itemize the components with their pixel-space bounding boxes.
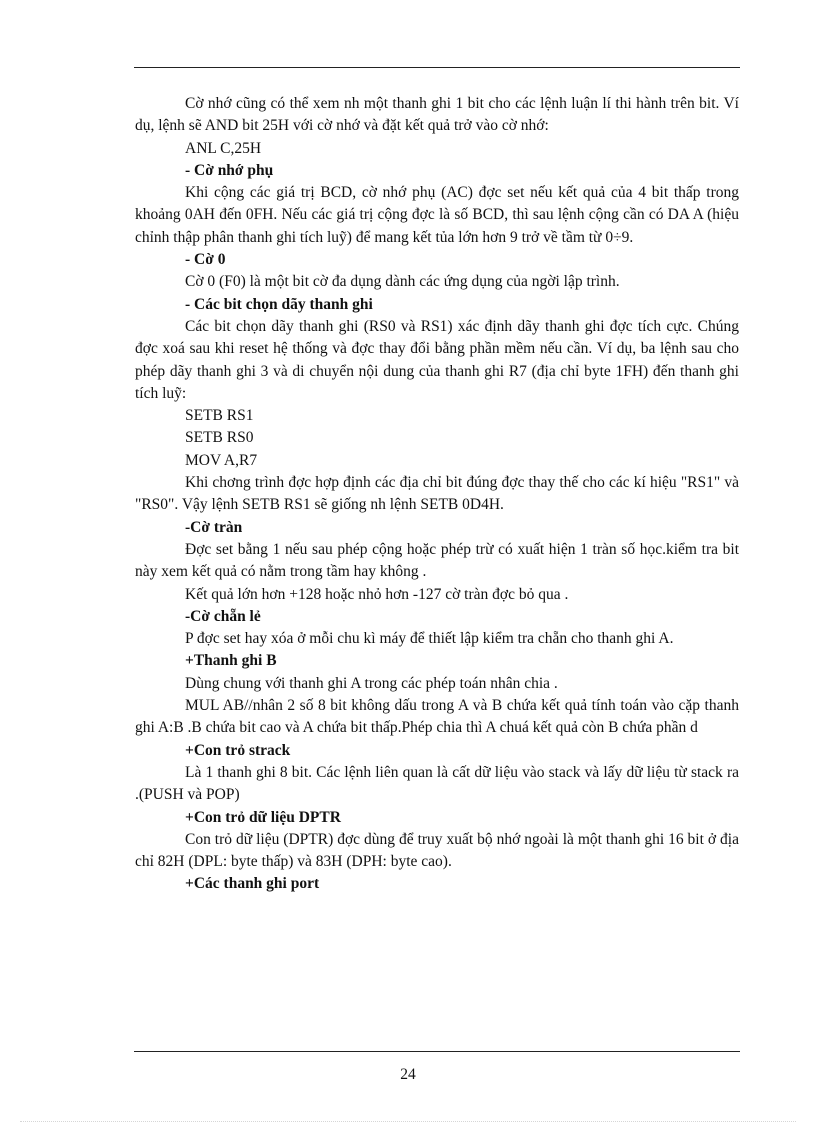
paragraph-parity-flag: P đợc set hay xóa ở mỗi chu kì máy để thiết lập kiểm tra chẵn cho thanh ghi A. xyxy=(185,630,674,648)
paragraph-flag-0: Cờ 0 (F0) là một bit cờ đa dụng dành các ứng dụng của ngời lập trình. xyxy=(185,273,620,291)
code-line-mov: MOV A,R7 xyxy=(185,451,258,469)
heading-register-bank-select: - Các bit chọn dãy thanh ghi xyxy=(185,295,373,313)
paragraph-register-bank-select: Các bit chọn dãy thanh ghi (RS0 và RS1) xác định dãy thanh ghi đợc tích cực. Chúng đợc xoá sau khi reset hệ thống và đợc thay đổi bằng phần mềm nếu cần. Ví dụ, ba lệnh sau cho phép dãy thanh ghi 3 và di chuyển nội dung của thanh ghi R7 (địa chỉ byte 1FH) đến thanh ghi tích luỹ: xyxy=(135,317,739,402)
code-line-setb-rs0: SETB RS0 xyxy=(185,429,254,447)
code-line-setb-rs1: SETB RS1 xyxy=(185,407,254,425)
document-body xyxy=(135,93,739,896)
heading-parity-flag: -Cờ chẵn lẻ xyxy=(185,607,261,625)
paragraph-auxiliary-carry: Khi cộng các giá trị BCD, cờ nhớ phụ (AC) đợc set nếu kết quả của 4 bit thấp trong khoảng 0AH đến 0FH. Nếu các giá trị cộng đợc là số BCD, thì sau lệnh cộng cần có DA A (hiệu chỉnh thập phân thanh ghi tích luỹ) để mang kết tủa lớn hơn 9 trở về tầm từ 0÷9. xyxy=(135,184,739,246)
heading-data-pointer: +Con trỏ dữ liệu DPTR xyxy=(185,808,341,826)
paragraph-mul-ab: MUL AB//nhân 2 số 8 bit không dấu trong A và B chứa kết quả tính toán vào cặp thanh ghi A:B .B chứa bit cao và A chứa bit thấp.Phép chia thì A chuá kết quả còn B chứa phần d xyxy=(135,697,739,737)
heading-stack-pointer: +Con trỏ strack xyxy=(185,741,291,759)
header-rule xyxy=(134,67,740,68)
paragraph-data-pointer: Con trỏ dữ liệu (DPTR) đợc dùng để truy xuất bộ nhớ ngoài là một thanh ghi 16 bit ở địa chỉ 82H (DPL: byte thấp) và 83H (DPH: byte cao). xyxy=(135,830,739,871)
paragraph-stack-pointer: Là 1 thanh ghi 8 bit. Các lệnh liên quan là cất dữ liệu vào stack và lấy dữ liệu từ stack ra .(PUSH và POP) xyxy=(135,763,739,804)
page-number: 24 xyxy=(400,1066,416,1083)
page-edge-divider xyxy=(20,1121,796,1122)
paragraph-overflow-flag: Đợc set bằng 1 nếu sau phép cộng hoặc phép trừ có xuất hiện 1 tràn số học.kiểm tra bit này xem kết quả có nằm trong tầm hay không . xyxy=(135,540,739,581)
footer-rule xyxy=(134,1051,740,1052)
paragraph-register-b: Dùng chung với thanh ghi A trong các phép toán nhân chia . xyxy=(185,674,558,692)
code-line-anl: ANL C,25H xyxy=(185,139,262,157)
heading-auxiliary-carry: - Cờ nhớ phụ xyxy=(185,161,274,179)
heading-port-registers: +Các thanh ghi port xyxy=(185,875,320,893)
paragraph-carry-flag: Cờ nhớ cũng có thể xem nh một thanh ghi 1 bit cho các lệnh luận lí thi hành trên bit. Ví dụ, lệnh sẽ AND bit 25H với cờ nhớ và đặt kết quả trở vào cờ nhớ: xyxy=(135,95,739,135)
heading-register-b: +Thanh ghi B xyxy=(185,652,277,670)
heading-flag-0: - Cờ 0 xyxy=(185,251,226,269)
paragraph-overflow-range: Kết quả lớn hơn +128 hoặc nhỏ hơn -127 cờ tràn đợc bỏ qua . xyxy=(185,585,569,603)
paragraph-assembler-note: Khi chơng trình đợc hợp định các địa chỉ bit đúng đợc thay thế cho các kí hiệu "RS1" và "RS0". Vậy lệnh SETB RS1 sẽ giống nh lệnh SETB 0D4H. xyxy=(135,474,739,514)
heading-overflow-flag: -Cờ tràn xyxy=(185,518,243,536)
